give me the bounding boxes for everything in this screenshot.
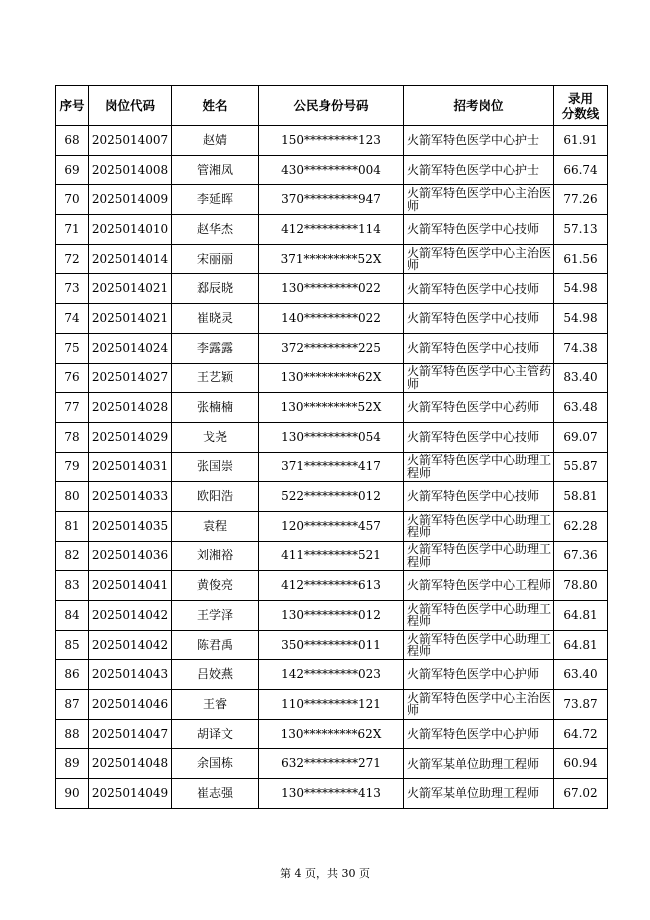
cell-seq: 78 xyxy=(56,422,89,452)
cell-seq: 84 xyxy=(56,601,89,631)
cell-position: 火箭军特色医学中心助理工程师 xyxy=(404,511,554,541)
cell-name: 管湘凤 xyxy=(172,155,259,185)
cell-position: 火箭军特色医学中心护士 xyxy=(404,126,554,156)
cell-position: 火箭军特色医学中心助理工程师 xyxy=(404,630,554,660)
cell-score: 64.81 xyxy=(554,601,608,631)
cell-name: 崔志强 xyxy=(172,779,259,809)
cell-score: 60.94 xyxy=(554,749,608,779)
cell-id: 632*********271 xyxy=(259,749,404,779)
cell-position: 火箭军特色医学中心主管药师 xyxy=(404,363,554,393)
header-score-line2: 分数线 xyxy=(561,105,600,121)
cell-id: 130*********62X xyxy=(259,719,404,749)
cell-position: 火箭军特色医学中心工程师 xyxy=(404,571,554,601)
cell-seq: 70 xyxy=(56,185,89,215)
cell-code: 2025014029 xyxy=(89,422,172,452)
cell-id: 371*********52X xyxy=(259,244,404,274)
cell-position: 火箭军特色医学中心技师 xyxy=(404,215,554,245)
cell-id: 130*********022 xyxy=(259,274,404,304)
cell-seq: 89 xyxy=(56,749,89,779)
cell-score: 67.36 xyxy=(554,541,608,571)
cell-position: 火箭军特色医学中心主治医师 xyxy=(404,244,554,274)
table-row xyxy=(56,126,608,156)
table-row xyxy=(56,452,608,482)
cell-seq: 71 xyxy=(56,215,89,245)
cell-code: 2025014042 xyxy=(89,630,172,660)
table-row xyxy=(56,690,608,720)
cell-id: 130*********054 xyxy=(259,422,404,452)
cell-seq: 72 xyxy=(56,244,89,274)
cell-name: 戈尧 xyxy=(172,422,259,452)
cell-seq: 88 xyxy=(56,719,89,749)
cell-id: 110*********121 xyxy=(259,690,404,720)
header-score xyxy=(554,86,608,126)
header-seq: 序号 xyxy=(56,86,89,126)
header-score-line1: 录用 xyxy=(567,90,593,106)
cell-seq: 83 xyxy=(56,571,89,601)
cell-seq: 75 xyxy=(56,333,89,363)
cell-code: 2025014027 xyxy=(89,363,172,393)
cell-seq: 81 xyxy=(56,511,89,541)
cell-id: 371*********417 xyxy=(259,452,404,482)
cell-position: 火箭军特色医学中心主治医师 xyxy=(404,690,554,720)
cell-position: 火箭军特色医学中心助理工程师 xyxy=(404,541,554,571)
table-row xyxy=(56,393,608,423)
cell-code: 2025014043 xyxy=(89,660,172,690)
page-footer: 第 4 页，共 30 页 xyxy=(280,867,370,880)
cell-id: 130*********413 xyxy=(259,779,404,809)
cell-position: 火箭军特色医学中心主治医师 xyxy=(404,185,554,215)
cell-seq: 86 xyxy=(56,660,89,690)
cell-score: 62.28 xyxy=(554,511,608,541)
cell-score: 78.80 xyxy=(554,571,608,601)
cell-id: 522*********012 xyxy=(259,482,404,512)
header-code: 岗位代码 xyxy=(89,86,172,126)
cell-code: 2025014010 xyxy=(89,215,172,245)
cell-score: 83.40 xyxy=(554,363,608,393)
header-id: 公民身份号码 xyxy=(259,86,404,126)
cell-score: 63.40 xyxy=(554,660,608,690)
cell-position: 火箭军特色医学中心技师 xyxy=(404,274,554,304)
table-row xyxy=(56,304,608,334)
table-row xyxy=(56,660,608,690)
table-row xyxy=(56,511,608,541)
table-row xyxy=(56,630,608,660)
cell-id: 372*********225 xyxy=(259,333,404,363)
cell-id: 350*********011 xyxy=(259,630,404,660)
cell-seq: 77 xyxy=(56,393,89,423)
table-row xyxy=(56,601,608,631)
cell-name: 陈君禹 xyxy=(172,630,259,660)
cell-id: 140*********022 xyxy=(259,304,404,334)
cell-seq: 90 xyxy=(56,779,89,809)
table-row xyxy=(56,215,608,245)
cell-position: 火箭军特色医学中心护师 xyxy=(404,719,554,749)
cell-code: 2025014007 xyxy=(89,126,172,156)
cell-name: 余国栋 xyxy=(172,749,259,779)
cell-position: 火箭军特色医学中心技师 xyxy=(404,304,554,334)
cell-position: 火箭军特色医学中心护师 xyxy=(404,660,554,690)
cell-name: 宋丽丽 xyxy=(172,244,259,274)
header-position: 招考岗位 xyxy=(404,86,554,126)
cell-seq: 85 xyxy=(56,630,89,660)
cell-score: 57.13 xyxy=(554,215,608,245)
cell-score: 67.02 xyxy=(554,779,608,809)
cell-score: 54.98 xyxy=(554,304,608,334)
table-row xyxy=(56,422,608,452)
cell-position: 火箭军某单位助理工程师 xyxy=(404,779,554,809)
table-row xyxy=(56,541,608,571)
cell-name: 李露露 xyxy=(172,333,259,363)
cell-code: 2025014031 xyxy=(89,452,172,482)
cell-score: 77.26 xyxy=(554,185,608,215)
cell-name: 王学泽 xyxy=(172,601,259,631)
cell-score: 54.98 xyxy=(554,274,608,304)
cell-name: 欧阳浩 xyxy=(172,482,259,512)
cell-score: 58.81 xyxy=(554,482,608,512)
cell-score: 61.56 xyxy=(554,244,608,274)
cell-score: 69.07 xyxy=(554,422,608,452)
cell-code: 2025014047 xyxy=(89,719,172,749)
cell-code: 2025014021 xyxy=(89,304,172,334)
cell-code: 2025014046 xyxy=(89,690,172,720)
cell-code: 2025014035 xyxy=(89,511,172,541)
cell-code: 2025014009 xyxy=(89,185,172,215)
cell-id: 130*********012 xyxy=(259,601,404,631)
cell-score: 61.91 xyxy=(554,126,608,156)
cell-name: 赵华杰 xyxy=(172,215,259,245)
cell-id: 412*********613 xyxy=(259,571,404,601)
cell-name: 王艺颖 xyxy=(172,363,259,393)
table-row xyxy=(56,333,608,363)
cell-id: 130*********52X xyxy=(259,393,404,423)
admission-roster-table xyxy=(55,85,608,809)
table-row xyxy=(56,749,608,779)
cell-id: 150*********123 xyxy=(259,126,404,156)
table-row xyxy=(56,779,608,809)
table-row xyxy=(56,571,608,601)
table-row xyxy=(56,155,608,185)
cell-code: 2025014021 xyxy=(89,274,172,304)
cell-id: 411*********521 xyxy=(259,541,404,571)
cell-seq: 69 xyxy=(56,155,89,185)
table-row xyxy=(56,274,608,304)
cell-name: 黄俊亮 xyxy=(172,571,259,601)
cell-id: 142*********023 xyxy=(259,660,404,690)
cell-name: 李延晖 xyxy=(172,185,259,215)
cell-code: 2025014033 xyxy=(89,482,172,512)
cell-id: 130*********62X xyxy=(259,363,404,393)
cell-position: 火箭军特色医学中心药师 xyxy=(404,393,554,423)
table-row xyxy=(56,719,608,749)
cell-code: 2025014049 xyxy=(89,779,172,809)
cell-position: 火箭军特色医学中心助理工程师 xyxy=(404,452,554,482)
cell-position: 火箭军特色医学中心助理工程师 xyxy=(404,601,554,631)
cell-score: 63.48 xyxy=(554,393,608,423)
cell-seq: 87 xyxy=(56,690,89,720)
cell-seq: 80 xyxy=(56,482,89,512)
table-row xyxy=(56,185,608,215)
cell-name: 袁程 xyxy=(172,511,259,541)
cell-position: 火箭军特色医学中心技师 xyxy=(404,482,554,512)
cell-name: 张国崇 xyxy=(172,452,259,482)
table-row xyxy=(56,244,608,274)
cell-id: 120*********457 xyxy=(259,511,404,541)
cell-name: 胡译文 xyxy=(172,719,259,749)
cell-code: 2025014036 xyxy=(89,541,172,571)
cell-name: 崔晓灵 xyxy=(172,304,259,334)
cell-code: 2025014048 xyxy=(89,749,172,779)
cell-name: 刘湘裕 xyxy=(172,541,259,571)
cell-id: 430*********004 xyxy=(259,155,404,185)
cell-id: 370*********947 xyxy=(259,185,404,215)
cell-name: 郄辰晓 xyxy=(172,274,259,304)
cell-seq: 74 xyxy=(56,304,89,334)
cell-seq: 79 xyxy=(56,452,89,482)
cell-code: 2025014041 xyxy=(89,571,172,601)
cell-position: 火箭军特色医学中心技师 xyxy=(404,333,554,363)
cell-seq: 76 xyxy=(56,363,89,393)
table-row xyxy=(56,482,608,512)
cell-score: 74.38 xyxy=(554,333,608,363)
cell-name: 张楠楠 xyxy=(172,393,259,423)
cell-name: 王睿 xyxy=(172,690,259,720)
cell-score: 55.87 xyxy=(554,452,608,482)
cell-seq: 82 xyxy=(56,541,89,571)
cell-position: 火箭军特色医学中心技师 xyxy=(404,422,554,452)
cell-score: 66.74 xyxy=(554,155,608,185)
cell-position: 火箭军特色医学中心护士 xyxy=(404,155,554,185)
cell-position: 火箭军某单位助理工程师 xyxy=(404,749,554,779)
cell-id: 412*********114 xyxy=(259,215,404,245)
cell-code: 2025014028 xyxy=(89,393,172,423)
cell-score: 64.81 xyxy=(554,630,608,660)
cell-seq: 73 xyxy=(56,274,89,304)
cell-code: 2025014024 xyxy=(89,333,172,363)
table-row xyxy=(56,363,608,393)
cell-code: 2025014008 xyxy=(89,155,172,185)
cell-score: 73.87 xyxy=(554,690,608,720)
cell-score: 64.72 xyxy=(554,719,608,749)
cell-code: 2025014042 xyxy=(89,601,172,631)
header-name: 姓名 xyxy=(172,86,259,126)
cell-code: 2025014014 xyxy=(89,244,172,274)
cell-name: 赵婧 xyxy=(172,126,259,156)
cell-name: 吕姣燕 xyxy=(172,660,259,690)
cell-seq: 68 xyxy=(56,126,89,156)
table-header-row xyxy=(56,86,608,126)
